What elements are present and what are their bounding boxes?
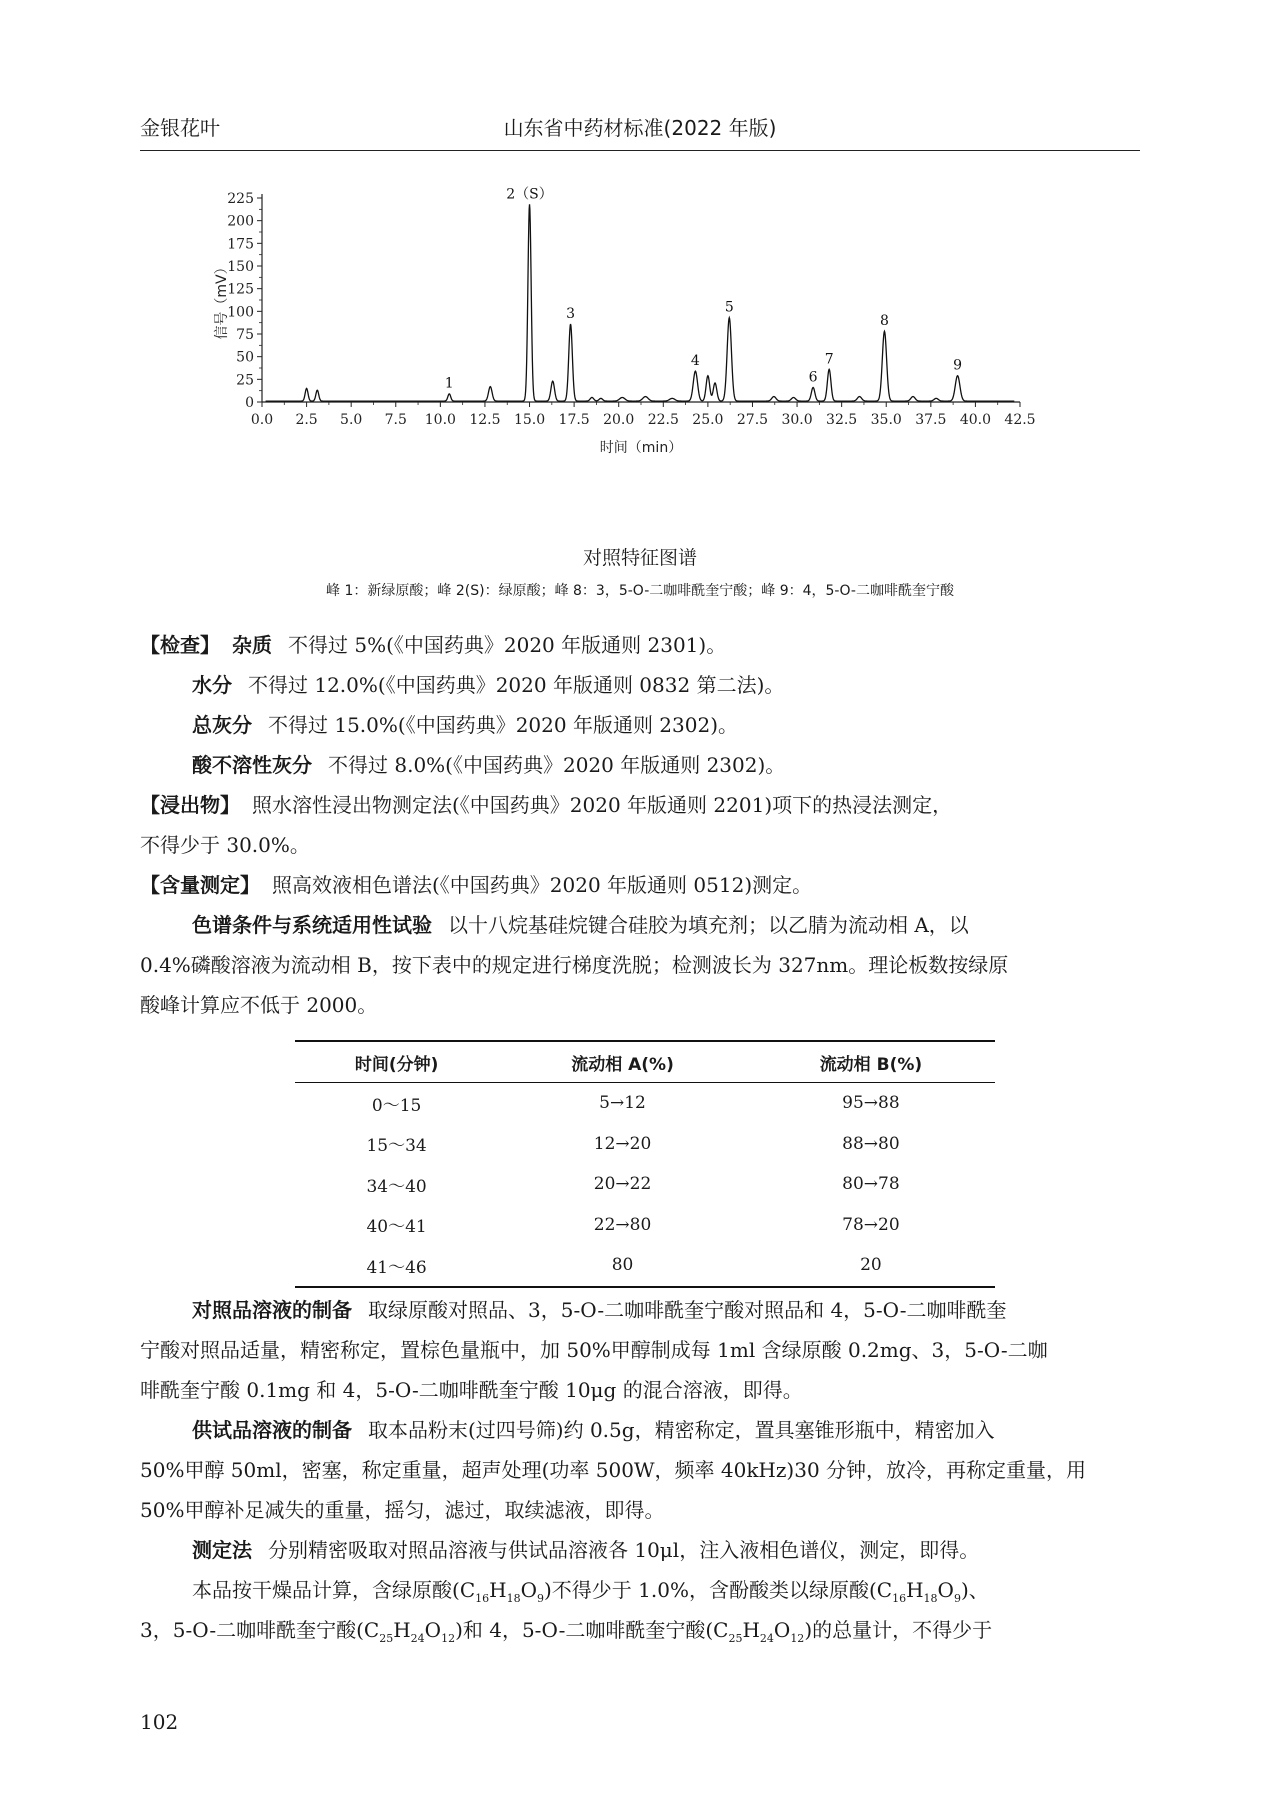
y-tick-label: 50 [236,349,254,366]
x-tick-label: 5.0 [340,412,363,428]
x-tick-label: 15.0 [513,412,546,428]
table-cell: 20→22 [593,1174,652,1195]
table-cell: 78→20 [842,1214,900,1235]
table-cell: 80 [498,1245,747,1287]
extract-heading: 【浸出物】 [140,793,240,817]
table-cell: 95→88 [842,1093,900,1114]
table-cell: 5→12 [599,1093,646,1114]
peak-label: 4 [690,353,700,370]
ref-solution-line-2: 宁酸对照品适量，精密称定，置棕色量瓶中，加 50%甲醇制成每 1ml 含绿原酸 0.2mg、3，5-O-二咖 [140,1338,1048,1362]
chrom-line-1 [140,905,1192,945]
y-tick-label: 25 [236,372,254,389]
y-axis-title: 信号（mV） [214,260,230,340]
impurity-text: 不得过 5%(《中国药典》2020 年版通则 2301)。 [288,633,727,657]
y-tick-label: 150 [227,259,254,275]
ref-solution-label: 对照品溶液的制备 [192,1298,352,1322]
ref-solution-text-1: 取绿原酸对照品、3，5-O-二咖啡酰奎宁酸对照品和 4，5-O-二咖啡酰奎 [368,1298,1007,1322]
table-cell: 22→80 [593,1214,652,1235]
y-tick-label: 75 [236,327,254,343]
acid-ash-label: 酸不溶性灰分 [192,753,312,777]
method-line [140,1530,1192,1570]
x-tick-label: 37.5 [915,412,947,428]
assay-heading: 【含量测定】 [140,873,260,897]
y-tick-label: 200 [227,213,254,230]
table-header-cell: 流动相 A(%) [498,1041,747,1083]
x-tick-label: 25.0 [692,412,724,428]
x-tick-label: 10.0 [424,412,456,428]
ash-text: 不得过 15.0%(《中国药典》2020 年版通则 2302)。 [268,713,739,737]
page-number: 102 [140,1710,179,1734]
table-header-row [295,1041,995,1083]
check-impurity-line [140,625,1140,665]
running-header-left: 金银花叶 [140,116,220,140]
extract-line [140,785,1140,825]
method-text: 分别精密吸取对照品溶液与供试品溶液各 10μl，注入液相色谱仪，测定，即得。 [268,1538,980,1562]
table-header-cell: 时间(分钟) [295,1041,498,1083]
chrom-text-1: 以十八烷基硅烷键合硅胶为填充剂；以乙腈为流动相 A，以 [448,913,969,937]
table-cell: 34～40 [366,1176,427,1197]
x-tick-label: 27.5 [736,412,769,428]
test-solution-line-3: 50%甲醇补足减失的重量，摇匀，滤过，取续滤液，即得。 [140,1498,665,1522]
table-header-cell: 流动相 B(%) [747,1041,995,1083]
x-tick-label: 30.0 [781,412,813,428]
y-tick-label: 100 [227,304,254,321]
formula-chlorogenic-2: $C_{16}H_{18}O_9$ [876,1578,961,1605]
test-solution-text-1: 取本品粉末(过四号筛)约 0.5g，精密称定，置具塞锥形瓶中，精密加入 [368,1418,995,1442]
test-solution-line-1 [140,1410,1192,1450]
peak-label: 1 [444,375,454,392]
ref-solution-line-3: 啡酰奎宁酸 0.1mg 和 4，5-O-二咖啡酰奎宁酸 10μg 的混合溶液，即得。 [140,1378,803,1402]
requirement-line-1: 本品按干燥品计算，含绿原酸$(C_{16}H_{18}O_9)$不得少于 1.0%，含酚酸类以绿原酸$(C_{16}H_{18}O_9)$、 [192,1578,989,1605]
x-tick-label: 0.0 [250,412,274,428]
chrom-line-2: 0.4%磷酸溶液为流动相 B，按下表中的规定进行梯度洗脱；检测波长为 327nm。理论板数按绿原 [140,953,1009,977]
test-solution-label: 供试品溶液的制备 [192,1418,352,1442]
peak-label: 7 [824,351,834,368]
running-header-title: 山东省中药材标准(2022 年版) [503,116,777,140]
x-tick-label: 12.5 [469,412,501,428]
ash-label: 总灰分 [192,713,252,737]
assay-line [140,865,1140,905]
y-tick-label: 125 [227,281,254,298]
x-tick-label: 20.0 [603,412,635,428]
table-row [295,1245,995,1287]
peak-label: 2（S） [506,186,553,203]
table-cell: 80→78 [842,1174,900,1195]
acid-ash-line [140,745,1192,785]
chromatogram-chart [214,186,1040,530]
table-cell: 0～15 [371,1095,422,1116]
table-cell: 88→80 [842,1133,900,1154]
peak-label: 9 [953,357,963,374]
x-tick-label: 32.5 [826,412,858,428]
x-tick-label: 22.5 [647,412,679,428]
x-tick-label: 35.0 [870,412,902,428]
chrom-label: 色谱条件与系统适用性试验 [192,913,432,937]
header-rule [140,150,1140,151]
table-row [295,1205,995,1246]
check-heading: 【检查】 [140,633,220,657]
y-tick-label: 175 [227,236,254,253]
peak-label: 5 [724,299,734,316]
formula-dicaffeoyl: $C_{25}H_{24}O_{12}$ [363,1618,456,1645]
table-cell: 15～34 [366,1136,427,1157]
assay-text: 照高效液相色谱法(《中国药典》2020 年版通则 0512)测定。 [272,873,813,897]
method-label: 测定法 [192,1538,252,1562]
table-cell: 40～41 [366,1217,427,1238]
x-tick-label: 7.5 [384,412,407,428]
table-row [295,1083,995,1124]
table-cell: 20 [747,1245,995,1287]
water-line [140,665,1192,705]
chrom-line-3: 酸峰计算应不低于 2000。 [140,993,378,1017]
table-cell: 12→20 [593,1133,652,1154]
water-label: 水分 [192,673,232,697]
test-solution-line-2: 50%甲醇 50ml，密塞，称定重量，超声处理(功率 500W，频率 40kHz)30 分钟，放冷，再称定重量，用 [140,1458,1087,1482]
table-row [295,1124,995,1165]
peak-label: 6 [808,369,818,386]
peak-labels [445,186,962,391]
impurity-label: 杂质 [232,633,272,657]
requirement-line-2: 3，5-O-二咖啡酰奎宁酸$(C_{25}H_{24}O_{12})$和 4，5-O-二咖啡酰奎宁酸$(C_{25}H_{24}O_{12})$的总量计，不得少于 [140,1618,993,1645]
x-axis-title: 时间（min） [599,440,683,456]
water-text: 不得过 12.0%(《中国药典》2020 年版通则 0832 第二法)。 [248,673,785,697]
chromatogram-trace-line [266,204,1015,401]
y-tick-label: 0 [245,395,254,411]
x-tick-label: 40.0 [959,412,991,428]
table-cell: 41～46 [295,1245,498,1287]
x-tick-label: 2.5 [295,412,318,428]
extract-line-2: 不得少于 30.0%。 [140,833,310,857]
chart-caption: 峰 1：新绿原酸；峰 2(S)：绿原酸；峰 8：3，5-O-二咖啡酰奎宁酸；峰 9：4，5-O-二咖啡酰奎宁酸 [326,583,954,599]
table-row [295,1164,995,1205]
ref-solution-line-1 [140,1290,1192,1330]
x-tick-label: 42.5 [1004,412,1036,428]
ash-line [140,705,1192,745]
y-tick-label: 225 [227,191,254,207]
chart-trace [266,204,1015,401]
acid-ash-text: 不得过 8.0%(《中国药典》2020 年版通则 2302)。 [328,753,786,777]
gradient-table [295,1040,995,1288]
formula-chlorogenic: $C_{16}H_{18}O_9$ [459,1578,544,1605]
extract-text: 照水溶性浸出物测定法(《中国药典》2020 年版通则 2201)项下的热浸法测定， [252,793,953,817]
peak-label: 8 [879,313,889,330]
x-tick-label: 17.5 [558,412,590,428]
formula-dicaffeoyl-2: $C_{25}H_{24}O_{12}$ [713,1618,805,1645]
peak-label: 3 [566,305,576,322]
chart-axes [214,191,1036,456]
chart-title: 对照特征图谱 [582,547,697,569]
